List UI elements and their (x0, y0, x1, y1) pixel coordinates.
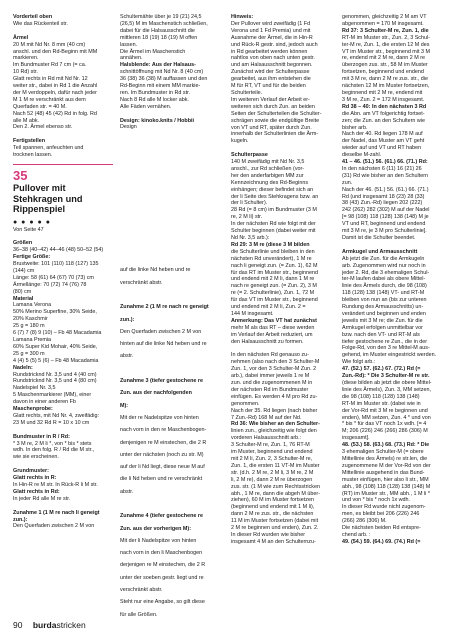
section-heading-line: Glatt rechts in Rd: (13, 488, 60, 495)
text-line: davon in einer anderen Fb (13, 399, 76, 406)
text-line: alle M abk. (13, 117, 40, 124)
text-line: M für RT, VT und für die beiden (231, 83, 306, 90)
text-line: RT-M im Muster str. (dabei wie in (342, 400, 421, 407)
section-heading-line: M): (120, 402, 129, 409)
text-line: re, 2 M li) str. (231, 214, 263, 221)
text-line: die li Nd heben und re verschränkt (120, 476, 203, 483)
text-line: genommen. (231, 400, 260, 407)
text-line: 2 M re beginnen und enden), Zun. 2. (231, 525, 319, 532)
text-line: muster einfügen, hier also li str., MM (342, 476, 429, 483)
text-line: mittleren 18 (19) 18 (19) M offen (120, 34, 198, 41)
column-1-top-text (13, 14, 113, 159)
text-line: * bis * für das VT noch 1x wdh. [= 4 (342, 421, 427, 428)
section-heading-line: Rd 38 – 40: In den nächsten 3 Rd (342, 103, 427, 110)
text-line: bisher arb. (342, 124, 368, 131)
pattern-divider (13, 164, 113, 165)
section-heading-line: Zun. aus der vorherigen M): (120, 525, 191, 532)
text-line: Nach der 35. Rd liegen (nach bisher (231, 407, 318, 414)
text-line: den Halsausschnitt zu formen. (231, 338, 304, 345)
text-line: Die nächsten beiden Rd entspre- (342, 525, 421, 532)
text-line: Lamana Verona (13, 302, 52, 309)
text-line: re (= 2. Schulterlinie), Zun. 1, 72 M (231, 290, 315, 297)
text-line: RT-M im Muster str., Zun. 2, 3 Schul- (342, 34, 430, 41)
spacer (120, 501, 215, 508)
text-line: weiteren sich durch Zun. an beiden (231, 103, 315, 110)
text-line: gearbeitet, aus ihm entstehen die (231, 76, 311, 83)
column-3-text (231, 14, 331, 546)
text-line: auf der li Nd liegt, diese neue M auf (120, 464, 205, 471)
text-line: überzogen zus. str., 58 M im Muster (342, 62, 428, 69)
text-line: Glatt rechts, mit Nd Nr. 4, zweifädig: (13, 412, 99, 419)
text-line: nächsten Rd unverändert), 1 M re (231, 255, 312, 262)
text-line: nehmen (also nach den 3 Schulter-M (231, 359, 320, 366)
section-heading-line: Zun. aus der nachfolgenden (120, 390, 192, 397)
section-heading-line: Größen (13, 240, 33, 247)
text-line: Verona und 1 Fd Premia) und mit (231, 27, 311, 34)
section-heading-line: 48. (53.) 58. (63.) 68. (73.) Rd: * Die (342, 442, 430, 449)
text-line: Schultemähte über je 19 (21) 24,5 (120, 14, 202, 20)
section-heading-line: Zunahme 2 (1 M re nach re geneigt (120, 304, 209, 311)
section-heading-line: Hinweis: (231, 14, 254, 20)
text-line: abstr. (120, 353, 134, 360)
text-line: Wie folgt arb.: (342, 359, 376, 366)
text-line: In der nächsten Rd wie folgt mit der (231, 221, 316, 228)
text-line: Im weiteren Verlauf der Arbeit er- (231, 96, 310, 103)
text-line: Design (120, 124, 137, 131)
text-line: der Vor-Rd mit 3 M re beginnen und (342, 407, 428, 414)
text-line: wieder auf und VT und RT haben (342, 145, 422, 152)
text-line: Mittellinie des Ärmels) re str.len, die (342, 455, 428, 462)
text-line: chend arb. : (342, 531, 371, 538)
text-line: Ärmellänge: 70 (72) 74 (76) 78 (13, 281, 87, 288)
text-line: 4 (4) 5 (5) 5 (6) – Fb 48 Macadamia (13, 357, 99, 364)
text-line: die Abn. am VT folgerichtig fortset- (342, 110, 425, 117)
column-1-bottom-text (13, 227, 113, 531)
text-line: Nach der 46. (51.) 56. (61.) 66. (71.) (342, 186, 429, 193)
text-line: Brustweite: 101 (110) 118 (127) 135 (13, 261, 99, 268)
text-line: Rd-Beginn mit einem MM markie- (120, 83, 201, 90)
text-line: für alle Größen. (120, 611, 158, 618)
text-line: (144) cm (13, 267, 35, 274)
text-line: 3 ehemaligen Schulter-M (= obere (342, 449, 424, 456)
text-line: Alle Fäden vernähen. (120, 103, 172, 110)
page-number: 90 (13, 620, 23, 630)
text-line: lassen. (120, 41, 138, 48)
section-heading-line: Fertigstellen (13, 138, 46, 145)
text-line: Folge-Rd, von den 3 re Mittel-M aus- (342, 345, 430, 352)
text-line: verschränkt abstr. (120, 587, 163, 594)
text-line: 6 (7) 7 (8) 9 (10) – Fb 48 Macadamia (13, 330, 102, 337)
text-line: men, es bleibt bei 206 (226) 246 (342, 511, 420, 518)
text-line: zus. str. (1 M wie zum Rechtsstricken (231, 483, 320, 490)
text-line: auf die linke Nd heben und re (120, 267, 191, 274)
section-heading-line: Nadeln: (13, 364, 33, 371)
brand-name-rest: stricken (56, 620, 86, 630)
section-heading-line: Rd 29: 3 M re (diese 3 M bilden (231, 241, 310, 248)
text-line: (diese bilden ab jetzt die obere Mittel- (342, 380, 432, 387)
text-line: linien zun., gleichzeitig wie folgt den (231, 428, 317, 435)
text-line: 36–38 (40–42) 44–46 (48) 50–52 (54) (13, 247, 104, 254)
spacer (13, 461, 113, 468)
spacer (120, 111, 215, 118)
text-line: Schulterteile. (231, 89, 263, 96)
section-heading-line: Glatt rechts in R: (13, 475, 57, 482)
text-line: (beginnend und endend mit 1 M li), (231, 504, 315, 511)
text-line: und von * bis * noch 1x wdh. (342, 497, 411, 504)
text-line: bleiben von nun an (bis zur unteren (342, 297, 427, 304)
column-2-bottom (120, 262, 215, 624)
text-line: Ausnahme der Ärmel, die in Hin-R (231, 34, 313, 41)
text-line: hinten auf die linke Nd heben und re (120, 341, 207, 348)
text-line: anschl., zur Rd schließen (vor- (231, 165, 305, 172)
text-line: (31) Rd wie bisher an den Schultern (342, 172, 428, 179)
text-line: denjenigen re M einstechen, die 2 R (120, 439, 207, 446)
text-line: derjenigen re M einstechen, die 2 R (120, 562, 206, 569)
spacer (231, 145, 331, 152)
text-line: Mit der li Nadelspitze von hinten (120, 537, 197, 544)
text-line: vorderen Halsausschnitt arb.: (231, 435, 302, 442)
spacer (13, 233, 113, 240)
text-line: Die Ärmel im Maschenstich (120, 48, 186, 55)
text-line: In jeder Rd alle M re str. (13, 495, 71, 502)
column-3 (231, 14, 331, 546)
text-line: * 3 M re, 2 M li *, von * bis * stets (13, 440, 92, 447)
text-line: 28 Rd (= 8 cm) im Bundmuster (3 M (231, 207, 317, 214)
text-line: 144 M insgesamt. (231, 310, 274, 317)
text-line: [= 98 (108) 118 (128) 138 (148) M je (342, 214, 429, 221)
text-line: genommen, gleichzeitig 2 M am VT (342, 14, 427, 20)
text-line: (RT) im Muster str., MM abh., 1 M li * (342, 490, 430, 497)
text-line: 20 M mit Nd Nr. 8 mm (40 cm) (13, 41, 86, 48)
section-heading-line: Zunahme 3 (tiefer gestochene re (120, 378, 203, 385)
section-heading-line: Design: kinoko.knits / Hobbii (120, 117, 194, 124)
spacer (120, 366, 215, 373)
text-line: beginnend mit 2 M re, endend mit (342, 89, 423, 96)
text-line: unter der soeben gestr. liegt und re (120, 574, 204, 581)
text-line: Mit der re Nadelspitze von hinten (120, 414, 199, 421)
text-line: Seiten der Schulterteilen die Schulter- (231, 110, 322, 117)
text-line: schrägen sowie die endgültige Breite (231, 117, 320, 124)
section-heading-line: 49. (54.) 59. (64.) 69. (74.) Rd (= (342, 538, 421, 545)
text-line: einfügen. Es werden 4 M pro Rd zu- (231, 393, 318, 400)
text-line: 38 (43) Zun.-Rd) liegen 202 (222) (342, 200, 423, 207)
text-line: li, 2 M re), dann 2 M re überzogen (231, 476, 313, 483)
text-line: Nd Nr. 3,5 arb.): (231, 234, 270, 241)
text-line: der nächsten Rd im Bundmuster (231, 386, 309, 393)
text-line: markieren. (13, 55, 39, 62)
text-line: trocknen lassen. (13, 152, 53, 159)
text-line: (266) 286 (306) M. (342, 518, 387, 525)
text-line: Rundstricknd Nr. 3,5 und 4 (40 cm) (13, 371, 97, 378)
section-heading-line: zun.): (120, 316, 135, 323)
text-line: der M verdoppeln, dafür nach jeder (13, 89, 97, 96)
text-line: in Rd gearbeitet werden können (231, 48, 308, 55)
text-line: her den anderfarbigen MM zur (231, 172, 304, 179)
text-line: Im Bundmuster Rd 7 cm (= ca. (13, 62, 87, 69)
column-1 (13, 14, 113, 530)
text-line: dieselbe M-zahl. (342, 152, 382, 159)
text-line: für das RT im Muster str., beginnend (231, 269, 318, 276)
text-line: Den Querfaden zwischen 2 M von (120, 328, 202, 335)
text-line: abh., 1 M re, dann die abgeh M über- (231, 490, 321, 497)
column-4 (342, 14, 440, 546)
section-heading-line: Halsblende: Aus der Halsaus- (120, 62, 196, 69)
text-line: der li Seite des Stehkragens bzw. an (231, 193, 319, 200)
text-line: ren. Im Bundmuster in Rd str. (120, 89, 191, 96)
text-line: In den nächsten Rd genauso zu- (231, 352, 309, 359)
text-line: VT im Muster str., beginnend mit 3 M (342, 48, 430, 55)
text-line: mit 3 M re, dann 2 M re zus. str., die (342, 76, 428, 83)
text-line: nächsten 12 M im Muster fortsetzen, (342, 83, 430, 90)
text-line: 25 g = 300 m (13, 350, 45, 357)
text-line: insgesamt]. (342, 435, 370, 442)
text-line: dann 2 M re zus. str., die nächsten (231, 511, 314, 518)
text-line: und am Halsausschnitt begonnen. (231, 62, 313, 69)
text-line: Von Seite 47 (13, 226, 44, 233)
text-line: (26,5) M im Maschenstich schließen, (120, 20, 208, 27)
text-line: fortsetzen, beginnend und endend (342, 69, 424, 76)
text-line: Nach 52 (48) 45 (42) Rd in folg. Rd (13, 110, 97, 117)
text-line: und endend mit 2 M li, dann 1 M re (231, 276, 315, 283)
text-line: unter der nächsten (noch zu str. M) (120, 451, 204, 458)
spacer (342, 242, 440, 249)
text-line: jeder 2. Rd, die 3 ehemaligen Schul- (342, 269, 430, 276)
text-line: Zun. 1, die ersten 11 VT-M im Muster (231, 462, 320, 469)
pattern-title: Pullover mit Stehkragen und Rippenspiel (13, 183, 83, 214)
text-line: str. (d.h. 2 M re, 2 M li, 3 M re, 2 M (231, 469, 314, 476)
text-line: M; 206 (226) 246 (266) 286 (306) M (342, 428, 428, 435)
text-line: Mittellinie ausgehend in das Bund- (342, 469, 425, 476)
text-line: Kennzeichnung des Rd-Beginns (231, 179, 309, 186)
text-line: 11 M im Muster fortsetzen (dabei mit (231, 518, 319, 525)
column-2-top-text (120, 14, 215, 131)
spacer (231, 345, 331, 352)
text-line: 3 Schulter-M re, Zun. 1, 76 RT-M (231, 442, 310, 449)
text-line: im Muster, beginnend und endend (231, 449, 313, 456)
text-line: Glatt rechts in Rd mit Nd Nr. 12 (13, 76, 88, 83)
text-line: anschl. und den Rd-Beginn mit MM (13, 48, 98, 55)
section-heading-line: 47. (52.) 57. (62.) 67. (72.) Rd (= (342, 366, 421, 373)
section-heading-line: Anmerkung: Das VT hat zunächst (231, 317, 317, 324)
section-heading-line: Vorderteil oben (13, 14, 53, 20)
section-heading-line: Zunahme 4 (tiefer gestochene re (120, 513, 203, 520)
text-line: für das VT im Muster str., beginnend (231, 297, 318, 304)
text-line: innerhalb der Schulterlinien die Ärm- (231, 131, 319, 138)
text-line: im Verlauf der Arbeit reduziert, um (231, 331, 313, 338)
text-line: jeweils mit 3 M re; die Zun. für die (342, 317, 423, 324)
text-line: von VT und RT, später durch Zun. (231, 124, 312, 131)
text-line: Zunächst wird der Schulterpasse (231, 69, 310, 76)
text-line: Den Querfaden zwischen 2 M von (13, 523, 95, 530)
text-line: (80) cm (13, 288, 32, 295)
text-line: 7 Zun.-Rd) 168 M auf der Nd. (231, 414, 302, 421)
text-line: verschränkt abstr. (120, 279, 163, 286)
column-4-text (342, 14, 440, 546)
text-line: Damit ist die Schulter beendet. (342, 235, 416, 241)
text-line: ter-M re, Zun. 1, die ersten 12 M des (342, 41, 430, 48)
text-line: Nach der 40. Rd liegen 178 M auf (342, 131, 423, 138)
text-line: gehend, im Muster eingestrickt werden. (342, 352, 437, 359)
section-heading-line: 41 – 46. (51.) 56. (61.) 66. (71.) Rd: (342, 159, 428, 166)
text-line: annähen. (120, 55, 143, 62)
text-line: 10 Rd) str. (13, 69, 38, 76)
text-line: mit 3 M re, je 3 M pro Schulterlinie]. (342, 228, 427, 235)
text-line: der Nadel, das Muster am VT geht (342, 138, 425, 145)
text-line: 50% Merino Superfine, 30% Seide, (13, 309, 97, 316)
section-heading-line: zun.): (13, 516, 28, 523)
text-line: Nach 8 Rd alle M locker abk. (120, 96, 189, 103)
text-line: Querfaden str. = 40 M. (13, 103, 67, 110)
text-line: nach vorn in den li Maschenbogen (120, 550, 203, 557)
text-line: insgesamt 4 M an den Schulternzu- (231, 538, 316, 545)
text-line: Teil spannen, anfeuchten und (13, 145, 84, 152)
text-line: ter-M laufen dabei als obere Mittel- (342, 276, 426, 283)
text-line: 60% Super Kid Mohair, 40% Seide, (13, 343, 98, 350)
text-line: In dieser Rd wurden wie bisher (231, 531, 306, 538)
text-line: abstr. (120, 488, 134, 495)
text-line: zun. (342, 179, 353, 186)
column-2-top (120, 14, 215, 131)
text-line: arb. Zugenommen wird nur noch in (342, 262, 426, 269)
text-line: wdh. In den folg. R / Rd die M str., (13, 447, 95, 454)
section-heading-line: Grundmuster: (13, 468, 49, 475)
text-line: 25 g = 180 m (13, 323, 45, 330)
text-line: linie des Ärmels), Zun. 3, MM setzen, (342, 386, 431, 393)
text-line: nach li geneigt zun. (= Zun. 1), 62 M (231, 262, 318, 269)
pattern-number: 35 (13, 168, 28, 183)
text-line: zugenommene M der Vor-Rd von der (342, 462, 431, 469)
spacer (13, 28, 113, 35)
text-line: 242 (262) 282 (302) M auf der Nadel (342, 207, 430, 214)
text-line: Rd (und insgesamt 18 (23) 28 (33) (342, 193, 425, 200)
text-line: 23 M und 32 Rd R = 10 x 10 cm (13, 419, 90, 426)
text-line: VT und RT, beginnend und endend (342, 221, 426, 228)
text-line: Rundstricknd Nr. 3,5 und 4 (80 cm) (13, 378, 97, 385)
brand-name-bold: burda (32, 620, 57, 630)
section-heading-line: Zun.-Rd): * Die 3 Schulter-M re str. (342, 373, 430, 380)
text-line: Der Pullover wird zweifädig (1 Fd (231, 20, 311, 27)
text-line: 5 Maschenmarkierer (MM), einer (13, 392, 92, 399)
text-line: und Rück-R gestr. sind, jedoch auch (231, 41, 318, 48)
text-line: die 98 (108) 118 (128) 138 (148) (342, 393, 420, 400)
section-heading-line: Armkugel und Armausschnitt (342, 248, 418, 255)
section-heading-line: Ärmel (13, 34, 29, 41)
text-line: Nadelspiel Nr. 3,5 (13, 385, 56, 392)
text-line: Lamana Premia (13, 336, 52, 343)
section-heading-line: Rd 37: 3 Schulter-M re, Zun. 1, die (342, 27, 429, 34)
text-line: zun. und die zugenommenen M in (231, 380, 313, 386)
text-line: Armkugel erfolgen unmittelbar vor (342, 324, 423, 331)
text-line: Zun. 1, vor den 3 Schulter-M Zun. 2 (231, 366, 317, 373)
text-line: In dieser Rd wurde nicht zugenom- (342, 504, 426, 511)
text-line: ziehen), 60 M im Muster fortsetzen (231, 497, 314, 504)
text-line: bzw. nach den VT- und RT-M als (342, 331, 420, 338)
text-line: nach re geneigt zun. (= Zun. 2), 3 M (231, 283, 317, 290)
text-line: nahtlos von oben nach unten gestr. (231, 55, 315, 62)
text-line: verändert und beginnen und enden (342, 310, 426, 317)
text-line: abh., 98 (108) 118 (128) 138 (148) M (342, 483, 431, 490)
text-line: nach vorn in den re Maschenbogen- (120, 427, 207, 434)
text-line: Rundung des Armausschnitts) un- (342, 304, 424, 311)
page-footer (13, 620, 86, 630)
text-line: schnittöffnung mit Nd Nr. 8 (40 cm) (120, 69, 204, 76)
text-line: die Schulterlinie und bleiben in den (231, 248, 315, 255)
text-line: dabei für die Halsausschnitt die (120, 27, 195, 34)
text-line: 36 (38) 36 (38) M auffassen und den (120, 76, 208, 83)
text-line: Schulter beginnen (dabei weiter mit (231, 228, 316, 235)
text-line: In den nächsten 6 (11) 16 (21) 26 (342, 165, 422, 172)
section-heading-line: Maschenprobe: (13, 406, 53, 413)
text-line: 3 M re, Zun. 2 = 172 M insgesamt. (342, 96, 425, 103)
section-heading-line: Fertige Größe: (13, 254, 51, 261)
text-line: abgenommen = 170 M insgesamt. (342, 20, 424, 27)
text-line: 140 M zweifädig mit Nd Nr. 3,5 (231, 159, 305, 166)
text-line: Länge: 58 (61) 64 (67) 70 (73) cm (13, 274, 94, 281)
text-line: Ab jetzt die Zun. für die Armkugeln (342, 255, 425, 262)
text-line: enden), MM setzen, Zun. 4 * und von (342, 414, 431, 421)
text-line: und endend mit 2 M li, Zun. 2 = (231, 304, 306, 311)
section-heading-line: Bundmuster in R / Rd: (13, 433, 70, 440)
text-line: der li Schulter). (231, 200, 268, 207)
text-line: mit 2 M li, Zun. 2, 3 Schulter-M re, (231, 455, 313, 462)
section-heading-line: Rd 36: Wie bisher an den Schulter- (231, 421, 320, 428)
text-line: mehr M als das RT – diese werden (231, 324, 315, 331)
spacer (120, 292, 215, 299)
section-heading-line: Schulterpasse (231, 152, 268, 159)
text-line: 118 (128) 138 (148) VT- und RT-M (342, 290, 425, 297)
text-line: arb.), dabei immer jeweils 1 re M (231, 373, 310, 380)
spacer (13, 427, 113, 434)
section-heading-line: Material (13, 295, 34, 302)
text-line: Den 2. Ärmel ebenso str. (13, 124, 73, 131)
spacer (13, 131, 113, 138)
text-line: In Hin-R re M str. In Rück-R li M str. (13, 481, 98, 488)
text-line: zen; die Zun. an den Schultern wie (342, 117, 426, 124)
section-heading-line: Zunahme 1 (1 M re nach li geneigt (13, 509, 100, 516)
text-line: Wie das Rückenteil str. (13, 20, 68, 27)
text-line: 20% Kaschmir (13, 316, 48, 323)
text-line: Steht nur eine Angabe, so gilt diese (120, 599, 205, 606)
spacer (13, 503, 113, 510)
text-line: weiter str., dabei in Rd 1 die Anzahl (13, 83, 98, 90)
text-line: M 1 M re verschränkt aus dem (13, 96, 86, 103)
column-2-bottom-text (120, 267, 215, 618)
text-line: kugeln. (231, 138, 249, 145)
text-line: linie des Ärmels durch, die 98 (108) (342, 283, 427, 290)
difficulty-dots: ● ● ● ● ● (13, 218, 51, 226)
text-line: einhängen; dieser befindet sich an (231, 186, 314, 193)
text-line: wie sie erscheinen. (13, 454, 59, 461)
text-line: re, endend mit 2 M re, dann 2 M re (342, 55, 425, 62)
text-line: tiefer gestochene re Zun., die in der (342, 338, 428, 345)
